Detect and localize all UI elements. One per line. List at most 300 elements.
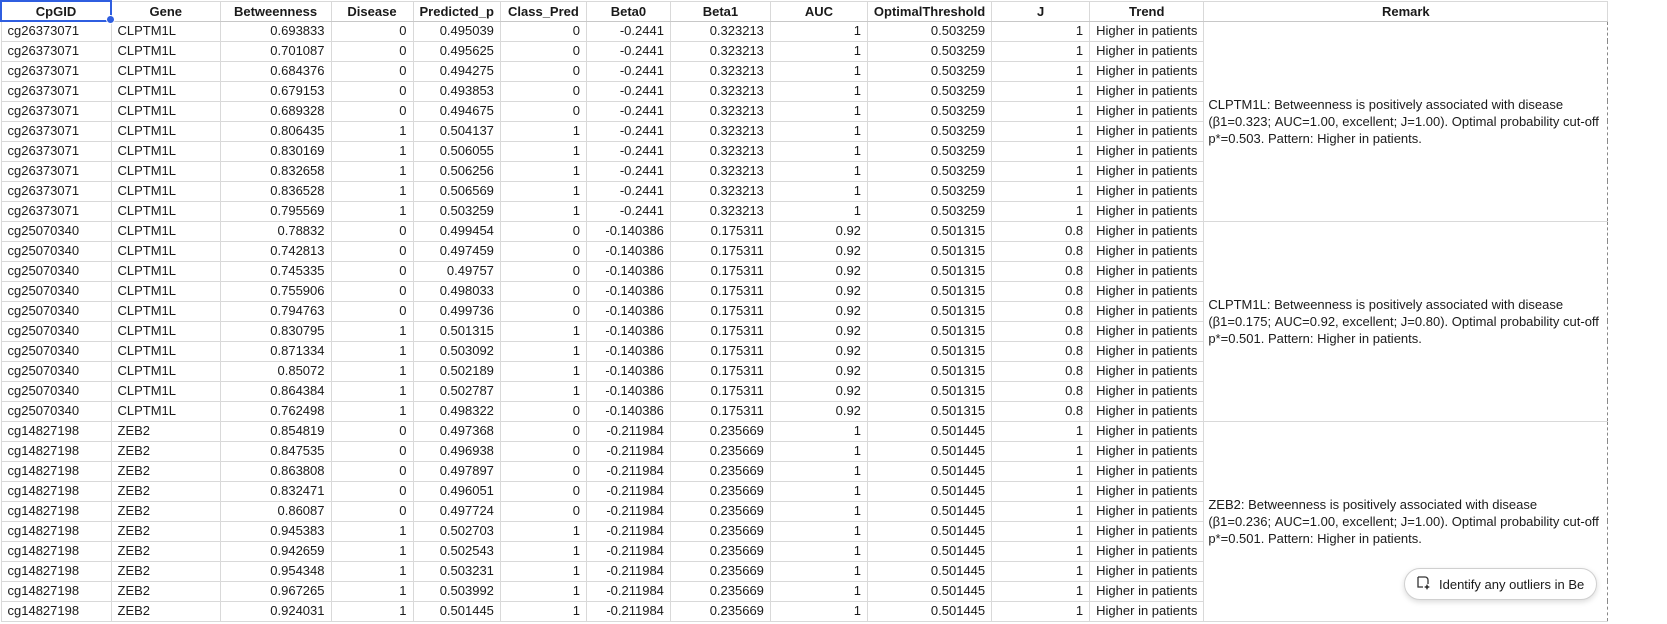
cell-predicted-p[interactable]: 0.498322 — [413, 401, 500, 421]
cell-predicted-p[interactable]: 0.506055 — [413, 141, 500, 161]
cell-gene[interactable]: ZEB2 — [111, 461, 220, 481]
cell-cpgid[interactable]: cg14827198 — [1, 601, 111, 621]
cell-betweenness[interactable]: 0.684376 — [220, 61, 331, 81]
cell-disease[interactable]: 1 — [331, 601, 413, 621]
cell-j[interactable]: 0.8 — [992, 281, 1090, 301]
cell-trend[interactable]: Higher in patients — [1090, 301, 1204, 321]
cell-trend[interactable]: Higher in patients — [1090, 461, 1204, 481]
column-header-beta1[interactable]: Beta1 — [670, 1, 770, 21]
cell-predicted-p[interactable]: 0.499736 — [413, 301, 500, 321]
cell-disease[interactable]: 1 — [331, 541, 413, 561]
column-header-auc[interactable]: AUC — [770, 1, 867, 21]
cell-class-pred[interactable]: 0 — [500, 221, 586, 241]
cell-disease[interactable]: 0 — [331, 281, 413, 301]
cell-class-pred[interactable]: 1 — [500, 121, 586, 141]
cell-disease[interactable]: 1 — [331, 141, 413, 161]
cell-cpgid[interactable]: cg26373071 — [1, 141, 111, 161]
cell-auc[interactable]: 1 — [770, 421, 867, 441]
cell-trend[interactable]: Higher in patients — [1090, 561, 1204, 581]
cell-class-pred[interactable]: 1 — [500, 321, 586, 341]
cell-gene[interactable]: CLPTM1L — [111, 401, 220, 421]
cell-disease[interactable]: 1 — [331, 321, 413, 341]
cell-beta0[interactable]: -0.211984 — [586, 561, 670, 581]
column-header-predicted-p[interactable]: Predicted_p — [413, 1, 500, 21]
cell-betweenness[interactable]: 0.679153 — [220, 81, 331, 101]
cell-beta0[interactable]: -0.2441 — [586, 81, 670, 101]
cell-beta1[interactable]: 0.235669 — [670, 601, 770, 621]
cell-trend[interactable]: Higher in patients — [1090, 421, 1204, 441]
cell-class-pred[interactable]: 1 — [500, 601, 586, 621]
cell-class-pred[interactable]: 0 — [500, 301, 586, 321]
cell-trend[interactable]: Higher in patients — [1090, 581, 1204, 601]
cell-class-pred[interactable]: 1 — [500, 561, 586, 581]
cell-auc[interactable]: 1 — [770, 161, 867, 181]
cell-optimalthreshold[interactable]: 0.503259 — [867, 141, 991, 161]
cell-predicted-p[interactable]: 0.497368 — [413, 421, 500, 441]
cell-j[interactable]: 1 — [992, 181, 1090, 201]
cell-gene[interactable]: ZEB2 — [111, 601, 220, 621]
cell-class-pred[interactable]: 0 — [500, 281, 586, 301]
cell-optimalthreshold[interactable]: 0.501445 — [867, 481, 991, 501]
cell-optimalthreshold[interactable]: 0.501315 — [867, 221, 991, 241]
cell-cpgid[interactable]: cg14827198 — [1, 561, 111, 581]
cell-cpgid[interactable]: cg26373071 — [1, 161, 111, 181]
cell-gene[interactable]: ZEB2 — [111, 581, 220, 601]
cell-predicted-p[interactable]: 0.501445 — [413, 601, 500, 621]
cell-disease[interactable]: 1 — [331, 401, 413, 421]
cell-beta0[interactable]: -0.2441 — [586, 21, 670, 41]
cell-cpgid[interactable]: cg26373071 — [1, 41, 111, 61]
cell-j[interactable]: 0.8 — [992, 221, 1090, 241]
cell-j[interactable]: 1 — [992, 541, 1090, 561]
cell-j[interactable]: 0.8 — [992, 341, 1090, 361]
cell-beta0[interactable]: -0.211984 — [586, 421, 670, 441]
cell-j[interactable]: 0.8 — [992, 381, 1090, 401]
cell-auc[interactable]: 1 — [770, 561, 867, 581]
cell-cpgid[interactable]: cg25070340 — [1, 281, 111, 301]
column-header-cpgid[interactable]: CpGID — [1, 1, 111, 21]
cell-optimalthreshold[interactable]: 0.503259 — [867, 21, 991, 41]
cell-class-pred[interactable]: 1 — [500, 521, 586, 541]
cell-optimalthreshold[interactable]: 0.501315 — [867, 301, 991, 321]
cell-j[interactable]: 1 — [992, 501, 1090, 521]
cell-betweenness[interactable]: 0.942659 — [220, 541, 331, 561]
cell-optimalthreshold[interactable]: 0.503259 — [867, 41, 991, 61]
cell-optimalthreshold[interactable]: 0.501445 — [867, 541, 991, 561]
column-header-beta0[interactable]: Beta0 — [586, 1, 670, 21]
cell-gene[interactable]: CLPTM1L — [111, 321, 220, 341]
cell-predicted-p[interactable]: 0.494675 — [413, 101, 500, 121]
cell-optimalthreshold[interactable]: 0.503259 — [867, 181, 991, 201]
cell-j[interactable]: 0.8 — [992, 321, 1090, 341]
cell-optimalthreshold[interactable]: 0.503259 — [867, 121, 991, 141]
cell-class-pred[interactable]: 1 — [500, 181, 586, 201]
cell-cpgid[interactable]: cg26373071 — [1, 201, 111, 221]
cell-beta1[interactable]: 0.323213 — [670, 161, 770, 181]
cell-beta1[interactable]: 0.175311 — [670, 281, 770, 301]
cell-beta1[interactable]: 0.235669 — [670, 561, 770, 581]
cell-optimalthreshold[interactable]: 0.503259 — [867, 101, 991, 121]
cell-optimalthreshold[interactable]: 0.501445 — [867, 561, 991, 581]
cell-j[interactable]: 1 — [992, 561, 1090, 581]
cell-gene[interactable]: CLPTM1L — [111, 141, 220, 161]
cell-auc[interactable]: 1 — [770, 81, 867, 101]
cell-j[interactable]: 1 — [992, 201, 1090, 221]
column-header-gene[interactable]: Gene — [111, 1, 220, 21]
column-header-class-pred[interactable]: Class_Pred — [500, 1, 586, 21]
cell-j[interactable]: 1 — [992, 21, 1090, 41]
cell-class-pred[interactable]: 0 — [500, 401, 586, 421]
cell-gene[interactable]: CLPTM1L — [111, 301, 220, 321]
cell-beta1[interactable]: 0.323213 — [670, 181, 770, 201]
cell-auc[interactable]: 0.92 — [770, 401, 867, 421]
cell-auc[interactable]: 1 — [770, 521, 867, 541]
cell-beta0[interactable]: -0.140386 — [586, 401, 670, 421]
cell-betweenness[interactable]: 0.832658 — [220, 161, 331, 181]
cell-beta1[interactable]: 0.175311 — [670, 341, 770, 361]
cell-auc[interactable]: 1 — [770, 461, 867, 481]
cell-beta1[interactable]: 0.175311 — [670, 221, 770, 241]
assist-suggestion-button[interactable] — [1404, 568, 1597, 600]
cell-beta0[interactable]: -0.140386 — [586, 261, 670, 281]
cell-predicted-p[interactable]: 0.503259 — [413, 201, 500, 221]
cell-class-pred[interactable]: 1 — [500, 161, 586, 181]
cell-cpgid[interactable]: cg25070340 — [1, 261, 111, 281]
cell-betweenness[interactable]: 0.794763 — [220, 301, 331, 321]
cell-beta1[interactable]: 0.323213 — [670, 121, 770, 141]
cell-betweenness[interactable]: 0.945383 — [220, 521, 331, 541]
cell-cpgid[interactable]: cg25070340 — [1, 221, 111, 241]
cell-j[interactable]: 0.8 — [992, 261, 1090, 281]
cell-auc[interactable]: 1 — [770, 121, 867, 141]
cell-class-pred[interactable]: 1 — [500, 141, 586, 161]
cell-trend[interactable]: Higher in patients — [1090, 161, 1204, 181]
cell-cpgid[interactable]: cg14827198 — [1, 521, 111, 541]
cell-optimalthreshold[interactable]: 0.501315 — [867, 321, 991, 341]
cell-beta1[interactable]: 0.235669 — [670, 481, 770, 501]
cell-auc[interactable]: 0.92 — [770, 301, 867, 321]
column-header-disease[interactable]: Disease — [331, 1, 413, 21]
cell-remark[interactable]: ZEB2: Betweenness is positively associated with disease (β1=0.236; AUC=1.00, excellent; J=1.00). Optimal probability cut-off p*=0.501. Pattern: Higher in patients. — [1204, 421, 1608, 621]
cell-optimalthreshold[interactable]: 0.501445 — [867, 521, 991, 541]
cell-predicted-p[interactable]: 0.494275 — [413, 61, 500, 81]
cell-betweenness[interactable]: 0.755906 — [220, 281, 331, 301]
cell-betweenness[interactable]: 0.871334 — [220, 341, 331, 361]
cell-auc[interactable]: 1 — [770, 181, 867, 201]
cell-beta1[interactable]: 0.235669 — [670, 501, 770, 521]
cell-trend[interactable]: Higher in patients — [1090, 121, 1204, 141]
cell-auc[interactable]: 1 — [770, 481, 867, 501]
cell-cpgid[interactable]: cg26373071 — [1, 21, 111, 41]
cell-trend[interactable]: Higher in patients — [1090, 401, 1204, 421]
cell-beta0[interactable]: -0.211984 — [586, 521, 670, 541]
cell-beta0[interactable]: -0.140386 — [586, 301, 670, 321]
column-header-optimalthreshold[interactable]: OptimalThreshold — [867, 1, 991, 21]
cell-auc[interactable]: 1 — [770, 201, 867, 221]
cell-betweenness[interactable]: 0.836528 — [220, 181, 331, 201]
cell-auc[interactable]: 1 — [770, 441, 867, 461]
cell-beta1[interactable]: 0.323213 — [670, 21, 770, 41]
cell-beta0[interactable]: -0.2441 — [586, 141, 670, 161]
cell-gene[interactable]: CLPTM1L — [111, 101, 220, 121]
selection-fill-handle[interactable] — [106, 15, 115, 24]
cell-optimalthreshold[interactable]: 0.501315 — [867, 401, 991, 421]
cell-j[interactable]: 1 — [992, 441, 1090, 461]
cell-betweenness[interactable]: 0.854819 — [220, 421, 331, 441]
column-header-betweenness[interactable]: Betweenness — [220, 1, 331, 21]
cell-predicted-p[interactable]: 0.495039 — [413, 21, 500, 41]
cell-cpgid[interactable]: cg14827198 — [1, 441, 111, 461]
cell-predicted-p[interactable]: 0.501315 — [413, 321, 500, 341]
cell-disease[interactable]: 0 — [331, 481, 413, 501]
cell-trend[interactable]: Higher in patients — [1090, 481, 1204, 501]
cell-beta0[interactable]: -0.2441 — [586, 101, 670, 121]
cell-disease[interactable]: 1 — [331, 361, 413, 381]
cell-beta1[interactable]: 0.175311 — [670, 261, 770, 281]
cell-gene[interactable]: ZEB2 — [111, 421, 220, 441]
cell-gene[interactable]: CLPTM1L — [111, 361, 220, 381]
cell-trend[interactable]: Higher in patients — [1090, 281, 1204, 301]
cell-trend[interactable]: Higher in patients — [1090, 601, 1204, 621]
cell-j[interactable]: 0.8 — [992, 301, 1090, 321]
cell-gene[interactable]: ZEB2 — [111, 481, 220, 501]
cell-predicted-p[interactable]: 0.503992 — [413, 581, 500, 601]
cell-auc[interactable]: 1 — [770, 21, 867, 41]
cell-disease[interactable]: 1 — [331, 341, 413, 361]
cell-optimalthreshold[interactable]: 0.501315 — [867, 241, 991, 261]
cell-class-pred[interactable]: 1 — [500, 541, 586, 561]
cell-class-pred[interactable]: 0 — [500, 261, 586, 281]
cell-optimalthreshold[interactable]: 0.501445 — [867, 421, 991, 441]
cell-disease[interactable]: 0 — [331, 261, 413, 281]
cell-gene[interactable]: ZEB2 — [111, 521, 220, 541]
cell-trend[interactable]: Higher in patients — [1090, 101, 1204, 121]
cell-cpgid[interactable]: cg26373071 — [1, 181, 111, 201]
cell-cpgid[interactable]: cg25070340 — [1, 241, 111, 261]
cell-disease[interactable]: 0 — [331, 221, 413, 241]
cell-disease[interactable]: 0 — [331, 461, 413, 481]
cell-predicted-p[interactable]: 0.502543 — [413, 541, 500, 561]
cell-beta1[interactable]: 0.235669 — [670, 421, 770, 441]
cell-class-pred[interactable]: 1 — [500, 361, 586, 381]
cell-class-pred[interactable]: 0 — [500, 61, 586, 81]
cell-betweenness[interactable]: 0.693833 — [220, 21, 331, 41]
cell-optimalthreshold[interactable]: 0.501445 — [867, 441, 991, 461]
cell-betweenness[interactable]: 0.830169 — [220, 141, 331, 161]
cell-auc[interactable]: 1 — [770, 581, 867, 601]
cell-trend[interactable]: Higher in patients — [1090, 141, 1204, 161]
cell-trend[interactable]: Higher in patients — [1090, 361, 1204, 381]
cell-gene[interactable]: CLPTM1L — [111, 341, 220, 361]
cell-j[interactable]: 1 — [992, 521, 1090, 541]
cell-auc[interactable]: 0.92 — [770, 341, 867, 361]
cell-j[interactable]: 1 — [992, 141, 1090, 161]
cell-predicted-p[interactable]: 0.502189 — [413, 361, 500, 381]
cell-gene[interactable]: CLPTM1L — [111, 241, 220, 261]
cell-j[interactable]: 1 — [992, 601, 1090, 621]
cell-beta1[interactable]: 0.175311 — [670, 241, 770, 261]
cell-disease[interactable]: 0 — [331, 501, 413, 521]
cell-j[interactable]: 1 — [992, 421, 1090, 441]
cell-betweenness[interactable]: 0.954348 — [220, 561, 331, 581]
cell-beta1[interactable]: 0.323213 — [670, 41, 770, 61]
cell-betweenness[interactable]: 0.924031 — [220, 601, 331, 621]
cell-betweenness[interactable]: 0.806435 — [220, 121, 331, 141]
cell-betweenness[interactable]: 0.864384 — [220, 381, 331, 401]
cell-j[interactable]: 1 — [992, 161, 1090, 181]
cell-betweenness[interactable]: 0.689328 — [220, 101, 331, 121]
cell-predicted-p[interactable]: 0.506256 — [413, 161, 500, 181]
cell-cpgid[interactable]: cg25070340 — [1, 301, 111, 321]
cell-beta0[interactable]: -0.2441 — [586, 181, 670, 201]
cell-disease[interactable]: 1 — [331, 121, 413, 141]
cell-disease[interactable]: 1 — [331, 201, 413, 221]
cell-auc[interactable]: 1 — [770, 61, 867, 81]
cell-beta0[interactable]: -0.211984 — [586, 601, 670, 621]
cell-class-pred[interactable]: 0 — [500, 241, 586, 261]
cell-class-pred[interactable]: 0 — [500, 461, 586, 481]
cell-auc[interactable]: 1 — [770, 41, 867, 61]
cell-cpgid[interactable]: cg25070340 — [1, 341, 111, 361]
cell-optimalthreshold[interactable]: 0.501315 — [867, 361, 991, 381]
cell-j[interactable]: 1 — [992, 41, 1090, 61]
cell-beta1[interactable]: 0.323213 — [670, 61, 770, 81]
cell-beta1[interactable]: 0.323213 — [670, 141, 770, 161]
cell-cpgid[interactable]: cg14827198 — [1, 481, 111, 501]
cell-optimalthreshold[interactable]: 0.501315 — [867, 261, 991, 281]
cell-j[interactable]: 1 — [992, 61, 1090, 81]
cell-j[interactable]: 1 — [992, 101, 1090, 121]
cell-class-pred[interactable]: 1 — [500, 201, 586, 221]
cell-betweenness[interactable]: 0.863808 — [220, 461, 331, 481]
cell-betweenness[interactable]: 0.795569 — [220, 201, 331, 221]
cell-class-pred[interactable]: 0 — [500, 441, 586, 461]
cell-class-pred[interactable]: 0 — [500, 501, 586, 521]
cell-class-pred[interactable]: 0 — [500, 21, 586, 41]
cell-class-pred[interactable]: 0 — [500, 81, 586, 101]
cell-cpgid[interactable]: cg14827198 — [1, 581, 111, 601]
cell-disease[interactable]: 1 — [331, 581, 413, 601]
cell-auc[interactable]: 0.92 — [770, 241, 867, 261]
cell-betweenness[interactable]: 0.701087 — [220, 41, 331, 61]
cell-beta1[interactable]: 0.235669 — [670, 541, 770, 561]
cell-optimalthreshold[interactable]: 0.501315 — [867, 381, 991, 401]
cell-cpgid[interactable]: cg26373071 — [1, 121, 111, 141]
cell-predicted-p[interactable]: 0.502703 — [413, 521, 500, 541]
cell-class-pred[interactable]: 1 — [500, 581, 586, 601]
cell-beta1[interactable]: 0.175311 — [670, 361, 770, 381]
cell-beta1[interactable]: 0.235669 — [670, 441, 770, 461]
cell-beta0[interactable]: -0.2441 — [586, 61, 670, 81]
cell-beta0[interactable]: -0.140386 — [586, 361, 670, 381]
cell-trend[interactable]: Higher in patients — [1090, 21, 1204, 41]
cell-trend[interactable]: Higher in patients — [1090, 321, 1204, 341]
cell-class-pred[interactable]: 0 — [500, 101, 586, 121]
cell-betweenness[interactable]: 0.78832 — [220, 221, 331, 241]
cell-optimalthreshold[interactable]: 0.503259 — [867, 161, 991, 181]
cell-betweenness[interactable]: 0.86087 — [220, 501, 331, 521]
cell-gene[interactable]: CLPTM1L — [111, 21, 220, 41]
cell-disease[interactable]: 0 — [331, 241, 413, 261]
cell-beta1[interactable]: 0.323213 — [670, 101, 770, 121]
cell-beta1[interactable]: 0.235669 — [670, 461, 770, 481]
cell-disease[interactable]: 1 — [331, 161, 413, 181]
cell-predicted-p[interactable]: 0.497724 — [413, 501, 500, 521]
cell-class-pred[interactable]: 1 — [500, 341, 586, 361]
cell-cpgid[interactable]: cg14827198 — [1, 501, 111, 521]
cell-predicted-p[interactable]: 0.504137 — [413, 121, 500, 141]
cell-beta0[interactable]: -0.211984 — [586, 481, 670, 501]
cell-beta0[interactable]: -0.2441 — [586, 41, 670, 61]
cell-disease[interactable]: 0 — [331, 21, 413, 41]
cell-trend[interactable]: Higher in patients — [1090, 541, 1204, 561]
cell-cpgid[interactable]: cg14827198 — [1, 461, 111, 481]
cell-gene[interactable]: CLPTM1L — [111, 121, 220, 141]
cell-trend[interactable]: Higher in patients — [1090, 501, 1204, 521]
cell-trend[interactable]: Higher in patients — [1090, 261, 1204, 281]
cell-trend[interactable]: Higher in patients — [1090, 81, 1204, 101]
cell-class-pred[interactable]: 0 — [500, 41, 586, 61]
cell-beta0[interactable]: -0.140386 — [586, 241, 670, 261]
cell-disease[interactable]: 1 — [331, 561, 413, 581]
cell-optimalthreshold[interactable]: 0.501445 — [867, 601, 991, 621]
cell-trend[interactable]: Higher in patients — [1090, 181, 1204, 201]
cell-beta0[interactable]: -0.211984 — [586, 541, 670, 561]
cell-betweenness[interactable]: 0.830795 — [220, 321, 331, 341]
cell-j[interactable]: 0.8 — [992, 361, 1090, 381]
cell-betweenness[interactable]: 0.762498 — [220, 401, 331, 421]
cell-gene[interactable]: ZEB2 — [111, 561, 220, 581]
cell-trend[interactable]: Higher in patients — [1090, 201, 1204, 221]
cell-j[interactable]: 1 — [992, 581, 1090, 601]
cell-j[interactable]: 1 — [992, 481, 1090, 501]
cell-betweenness[interactable]: 0.847535 — [220, 441, 331, 461]
cell-class-pred[interactable]: 0 — [500, 481, 586, 501]
cell-cpgid[interactable]: cg25070340 — [1, 401, 111, 421]
cell-beta1[interactable]: 0.175311 — [670, 401, 770, 421]
cell-disease[interactable]: 0 — [331, 441, 413, 461]
cell-predicted-p[interactable]: 0.493853 — [413, 81, 500, 101]
cell-betweenness[interactable]: 0.742813 — [220, 241, 331, 261]
cell-gene[interactable]: CLPTM1L — [111, 221, 220, 241]
cell-j[interactable]: 1 — [992, 121, 1090, 141]
cell-optimalthreshold[interactable]: 0.503259 — [867, 81, 991, 101]
cell-optimalthreshold[interactable]: 0.503259 — [867, 61, 991, 81]
cell-trend[interactable]: Higher in patients — [1090, 381, 1204, 401]
cell-beta1[interactable]: 0.175311 — [670, 301, 770, 321]
cell-predicted-p[interactable]: 0.495625 — [413, 41, 500, 61]
cell-betweenness[interactable]: 0.832471 — [220, 481, 331, 501]
cell-disease[interactable]: 0 — [331, 61, 413, 81]
cell-predicted-p[interactable]: 0.497459 — [413, 241, 500, 261]
cell-trend[interactable]: Higher in patients — [1090, 221, 1204, 241]
cell-beta1[interactable]: 0.175311 — [670, 321, 770, 341]
cell-cpgid[interactable]: cg25070340 — [1, 321, 111, 341]
cell-class-pred[interactable]: 1 — [500, 381, 586, 401]
cell-predicted-p[interactable]: 0.499454 — [413, 221, 500, 241]
cell-trend[interactable]: Higher in patients — [1090, 521, 1204, 541]
cell-beta0[interactable]: -0.140386 — [586, 321, 670, 341]
cell-beta1[interactable]: 0.323213 — [670, 81, 770, 101]
cell-auc[interactable]: 1 — [770, 601, 867, 621]
cell-gene[interactable]: ZEB2 — [111, 541, 220, 561]
cell-cpgid[interactable]: cg26373071 — [1, 81, 111, 101]
cell-beta0[interactable]: -0.140386 — [586, 281, 670, 301]
cell-cpgid[interactable]: cg26373071 — [1, 61, 111, 81]
cell-cpgid[interactable]: cg25070340 — [1, 361, 111, 381]
cell-auc[interactable]: 1 — [770, 541, 867, 561]
cell-beta1[interactable]: 0.235669 — [670, 581, 770, 601]
